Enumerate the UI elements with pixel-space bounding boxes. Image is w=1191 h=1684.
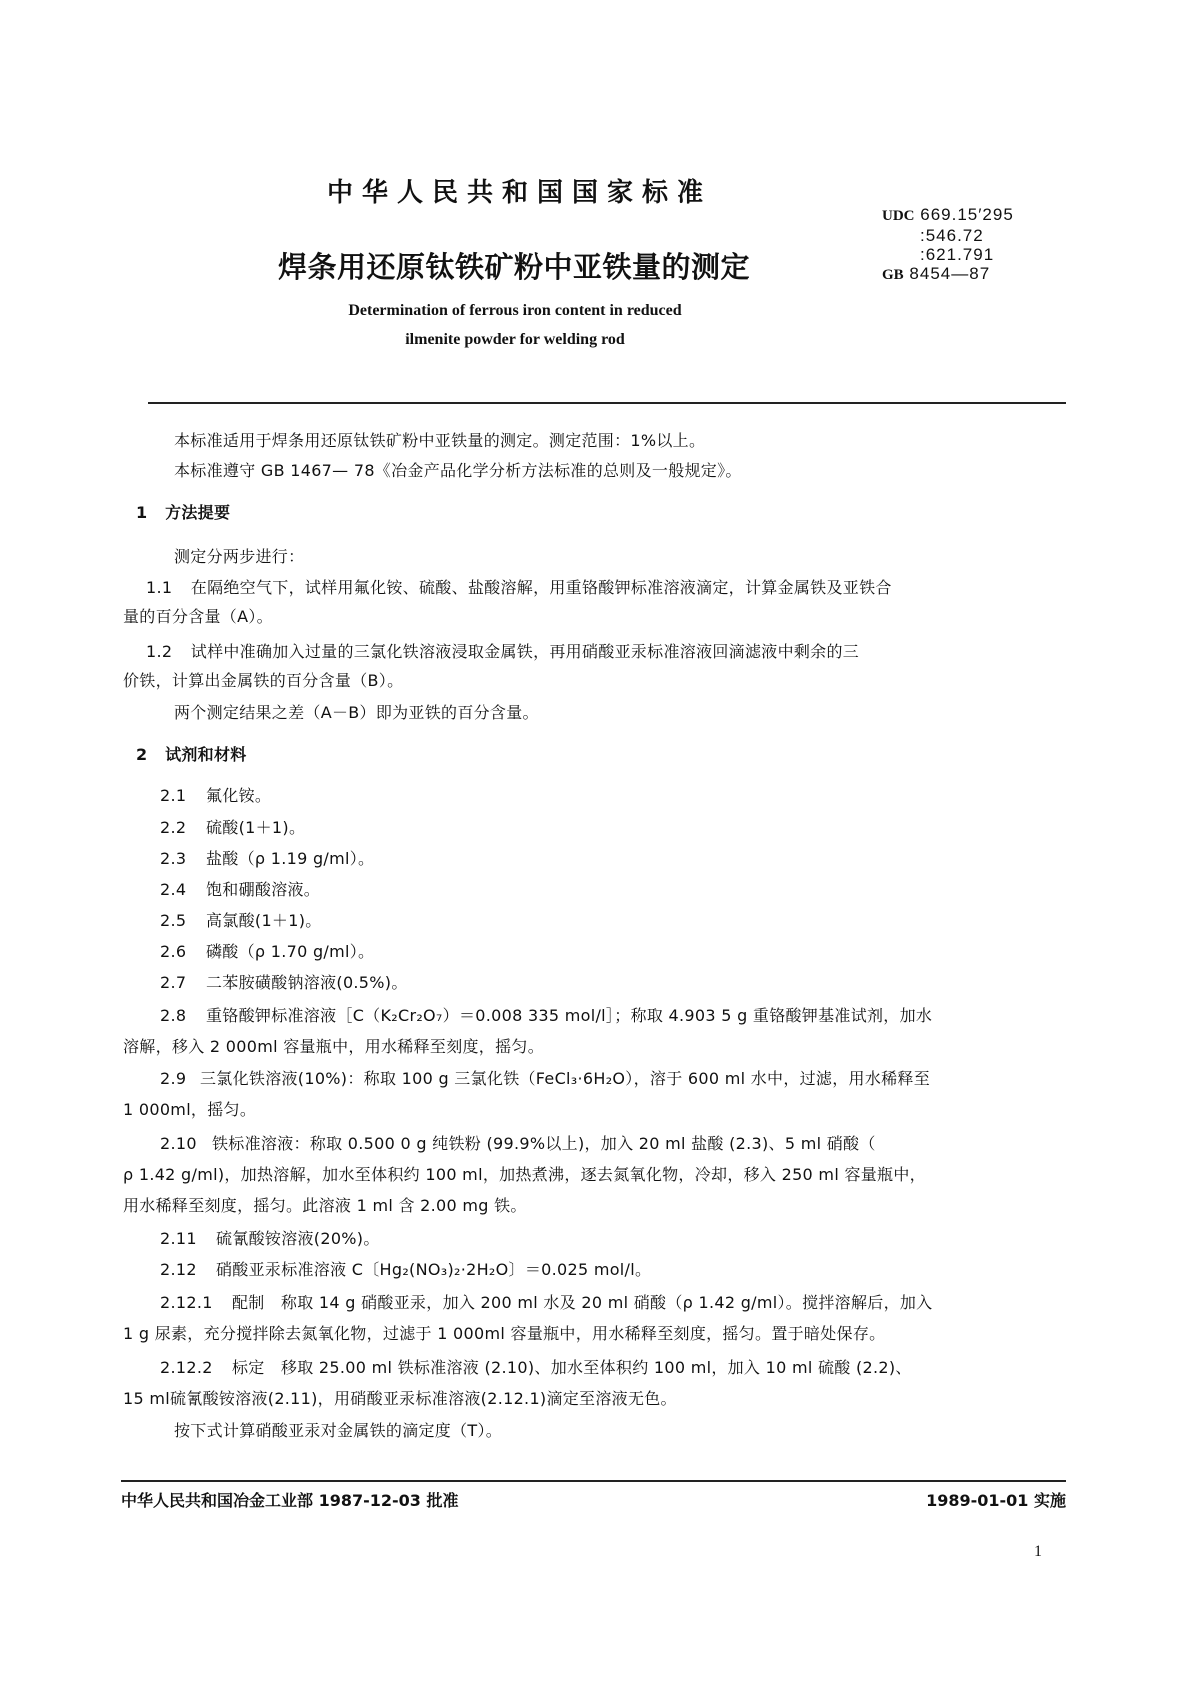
clause-2-4 — [160, 877, 320, 900]
section-number: 1 — [136, 503, 148, 522]
clause-2-12-2-cont: 15 ml硫氰酸铵溶液(2.11)，用硝酸亚汞标准溶液(2.12.1)滴定至溶液无色。 — [123, 1389, 677, 1408]
clause-text: 标定 移取 25.00 ml 铁标准溶液 (2.10)、加水至体积约 100 ml，加入 10 ml 硫酸 (2.2)、 — [232, 1358, 912, 1377]
clause-2-1 — [160, 783, 271, 806]
clause-text: 配制 称取 14 g 硝酸亚汞，加入 200 ml 水及 20 ml 硝酸（ρ 1.42 g/ml）。搅拌溶解后，加入 — [232, 1293, 933, 1312]
clause-number: 2.6 — [160, 942, 187, 961]
clause-text: 硫酸(1＋1)。 — [206, 818, 306, 837]
clause-text: 磷酸（ρ 1.70 g/ml）。 — [206, 942, 375, 961]
gb-number: 8454—87 — [909, 264, 991, 283]
clause-2-5 — [160, 908, 322, 931]
clause-2-10-cont2: 用水稀释至刻度，摇匀。此溶液 1 ml 含 2.00 mg 铁。 — [123, 1196, 527, 1215]
clause-2-7 — [160, 970, 408, 993]
clause-2-2 — [160, 815, 305, 838]
clause-2-11 — [160, 1226, 380, 1249]
section-2-closing: 按下式计算硝酸亚汞对金属铁的滴定度（T）。 — [174, 1421, 503, 1440]
clause-number: 2.3 — [160, 849, 187, 868]
document-title: 焊条用还原钛铁矿粉中亚铁量的测定 — [278, 250, 751, 284]
clause-number: 2.2 — [160, 818, 187, 837]
clause-number: 2.8 — [160, 1006, 187, 1025]
clause-2-12-1-cont: 1 g 尿素，充分搅拌除去氮氧化物，过滤于 1 000ml 容量瓶中，用水稀释至刻度，摇匀。置于暗处保存。 — [123, 1324, 886, 1343]
standard-title: 中华人民共和国国家标准 — [327, 178, 713, 208]
clause-2-12-1 — [160, 1290, 932, 1313]
clause-2-10-cont: ρ 1.42 g/ml)，加热溶解，加水至体积约 100 ml，加热煮沸，逐去氮氧化物，冷却，移入 250 ml 容量瓶中， — [123, 1165, 926, 1184]
gb-label: GB — [882, 267, 904, 283]
clause-number: 1.2 — [146, 642, 173, 661]
udc-label: UDC — [882, 208, 915, 224]
english-title-line1: Determination of ferrous iron content in reduced — [348, 302, 682, 319]
section-1-lead: 测定分两步进行： — [174, 547, 305, 566]
clause-2-12-2 — [160, 1355, 912, 1378]
clause-2-8 — [160, 1003, 932, 1026]
clause-1-2 — [146, 639, 859, 662]
clause-text: 三氯化铁溶液(10%)：称取 100 g 三氯化铁（FeCl₃·6H₂O），溶于 600 ml 水中，过滤，用水稀释至 — [200, 1069, 931, 1088]
clause-2-12 — [160, 1257, 651, 1280]
clause-number: 2.9 — [160, 1069, 187, 1088]
clause-text: 试样中准确加入过量的三氯化铁溶液浸取金属铁，再用硝酸亚汞标准溶液回滴滤液中剩余的三 — [190, 642, 860, 661]
footer-divider — [121, 1480, 1066, 1482]
clause-text: 盐酸（ρ 1.19 g/ml）。 — [206, 849, 375, 868]
clause-2-3 — [160, 846, 374, 869]
clause-text: 硫氰酸铵溶液(20%)。 — [216, 1229, 380, 1248]
section-1-conclusion: 两个测定结果之差（A－B）即为亚铁的百分含量。 — [174, 703, 539, 722]
clause-2-9 — [160, 1066, 930, 1089]
section-1-heading — [136, 500, 230, 523]
clause-text: 氟化铵。 — [206, 786, 272, 805]
clause-number: 2.10 — [160, 1134, 197, 1153]
clause-2-8-cont: 溶解，移入 2 000ml 容量瓶中，用水稀释至刻度，摇匀。 — [123, 1037, 545, 1056]
clause-text: 二苯胺磺酸钠溶液(0.5%)。 — [206, 973, 408, 992]
clause-text: 高氯酸(1＋1)。 — [206, 911, 322, 930]
clause-1-1-cont: 量的百分含量（A）。 — [123, 607, 273, 626]
section-title: 试剂和材料 — [165, 745, 247, 764]
clause-number: 1.1 — [146, 578, 173, 597]
clause-text: 硝酸亚汞标准溶液 C〔Hg₂(NO₃)₂·2H₂O〕＝0.025 mol/l。 — [216, 1260, 652, 1279]
header-divider — [148, 402, 1066, 404]
approval-line: 中华人民共和国冶金工业部 1987-12-03 批准 — [121, 1491, 459, 1510]
clause-number: 2.7 — [160, 973, 187, 992]
intro-compliance: 本标准遵守 GB 1467— 78《冶金产品化学分析方法标准的总则及一般规定》。 — [174, 461, 742, 480]
clause-number: 2.12.2 — [160, 1358, 213, 1377]
clause-number: 2.1 — [160, 786, 187, 805]
page-number: 1 — [1034, 1543, 1042, 1560]
clause-text: 重铬酸钾标准溶液［C（K₂Cr₂O₇）＝0.008 335 mol/l］；称取 4.903 5 g 重铬酸钾基准试剂，加水 — [206, 1006, 933, 1025]
clause-number: 2.5 — [160, 911, 187, 930]
clause-number: 2.12 — [160, 1260, 197, 1279]
udc-block — [882, 205, 1014, 285]
intro-scope: 本标准适用于焊条用还原钛铁矿粉中亚铁量的测定。测定范围：1%以上。 — [174, 431, 706, 450]
section-2-heading — [136, 742, 247, 765]
udc-line-2: :546.72 — [920, 226, 984, 245]
section-title: 方法提要 — [165, 503, 231, 522]
udc-line-1: 669.15′295 — [920, 205, 1014, 224]
udc-line-3: :621.791 — [920, 245, 995, 264]
english-title-line2: ilmenite powder for welding rod — [405, 331, 625, 348]
clause-text: 铁标准溶液：称取 0.500 0 g 纯铁粉 (99.9%以上)，加入 20 ml 盐酸 (2.3)、5 ml 硝酸（ — [212, 1134, 876, 1153]
effective-date: 1989-01-01 实施 — [926, 1491, 1066, 1510]
clause-1-2-cont: 价铁，计算出金属铁的百分含量（B）。 — [123, 671, 404, 690]
clause-number: 2.11 — [160, 1229, 197, 1248]
clause-2-6 — [160, 939, 374, 962]
section-number: 2 — [136, 745, 148, 764]
clause-number: 2.12.1 — [160, 1293, 213, 1312]
clause-text: 在隔绝空气下，试样用氟化铵、硫酸、盐酸溶解，用重铬酸钾标准溶液滴定，计算金属铁及亚铁合 — [190, 578, 892, 597]
clause-text: 饱和硼酸溶液。 — [206, 880, 321, 899]
clause-2-10 — [160, 1131, 876, 1154]
clause-number: 2.4 — [160, 880, 187, 899]
clause-1-1 — [146, 575, 892, 598]
clause-2-9-cont: 1 000ml，摇匀。 — [123, 1100, 257, 1119]
